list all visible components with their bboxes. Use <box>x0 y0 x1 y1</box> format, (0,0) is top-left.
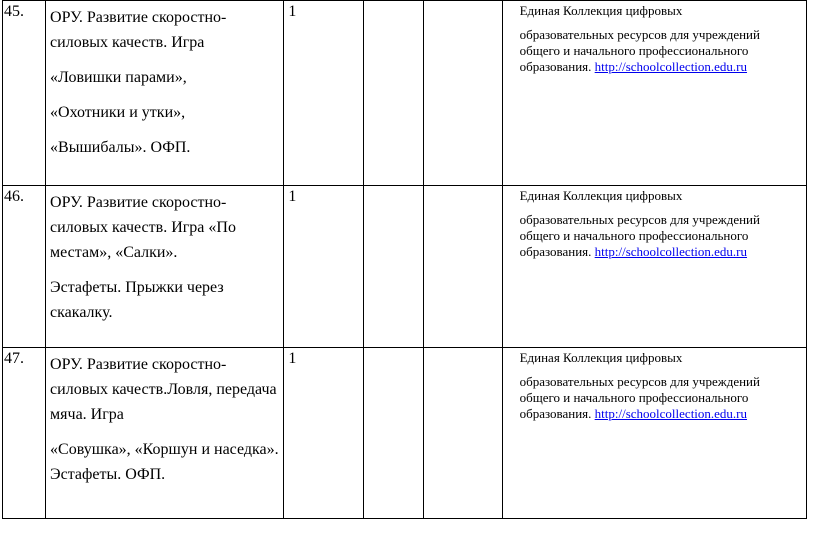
hours-cell <box>284 348 364 519</box>
lesson-topic-line: «Ловишки парами», <box>50 69 187 86</box>
resource-cell <box>502 348 806 519</box>
lesson-topic-line: ОРУ. Развитие скоростно-силовых качеств. Игра «По местам», «Салки». <box>50 194 236 261</box>
resource-title: Единая Коллекция цифровых <box>519 350 683 365</box>
lesson-topic-line: Эстафеты. Прыжки через скакалку. <box>50 279 224 321</box>
lesson-plan-table <box>2 0 807 519</box>
resource-cell <box>502 1 806 186</box>
resource-description: образовательных ресурсов для учреждений общего и начального профессионального образования. <box>519 27 760 74</box>
lesson-topic-line: «Совушка», «Коршун и наседка». Эстафеты. ОФП. <box>50 441 279 483</box>
resource-link[interactable]: http://schoolcollection.edu.ru <box>594 59 748 74</box>
empty-cell <box>364 348 424 519</box>
hours-value: 1 <box>288 350 297 367</box>
resource-link[interactable]: http://schoolcollection.edu.ru <box>594 406 748 421</box>
resource-description: образовательных ресурсов для учреждений общего и начального профессионального образования. <box>519 374 760 421</box>
lesson-number-cell <box>3 186 46 348</box>
empty-cell <box>424 186 502 348</box>
lesson-number-cell <box>3 1 46 186</box>
resource-cell <box>502 186 806 348</box>
empty-cell <box>364 186 424 348</box>
lesson-topic-line: ОРУ. Развитие скоростно-силовых качеств.Ловля, передача мяча. Игра <box>50 356 277 423</box>
empty-cell <box>424 1 502 186</box>
table-row <box>3 1 807 186</box>
table-row <box>3 186 807 348</box>
resource-title: Единая Коллекция цифровых <box>519 188 683 203</box>
lesson-number: 45. <box>4 3 24 20</box>
resource-description: образовательных ресурсов для учреждений общего и начального профессионального образования. <box>519 212 760 259</box>
resource-link[interactable]: http://schoolcollection.edu.ru <box>594 244 748 259</box>
empty-cell <box>364 1 424 186</box>
hours-value: 1 <box>288 3 297 20</box>
lesson-topic-line: «Вышибалы». ОФП. <box>50 139 191 156</box>
lesson-number: 47. <box>4 350 24 367</box>
hours-value: 1 <box>288 188 297 205</box>
lesson-number: 46. <box>4 188 24 205</box>
hours-cell <box>284 186 364 348</box>
lesson-topic-cell <box>46 348 284 519</box>
lesson-number-cell <box>3 348 46 519</box>
empty-cell <box>424 348 502 519</box>
lesson-topic-line: ОРУ. Развитие скоростно-силовых качеств. Игра <box>50 9 227 51</box>
table-row <box>3 348 807 519</box>
lesson-topic-cell <box>46 1 284 186</box>
lesson-topic-cell <box>46 186 284 348</box>
resource-title: Единая Коллекция цифровых <box>519 3 683 18</box>
hours-cell <box>284 1 364 186</box>
lesson-topic-line: «Охотники и утки», <box>50 104 186 121</box>
